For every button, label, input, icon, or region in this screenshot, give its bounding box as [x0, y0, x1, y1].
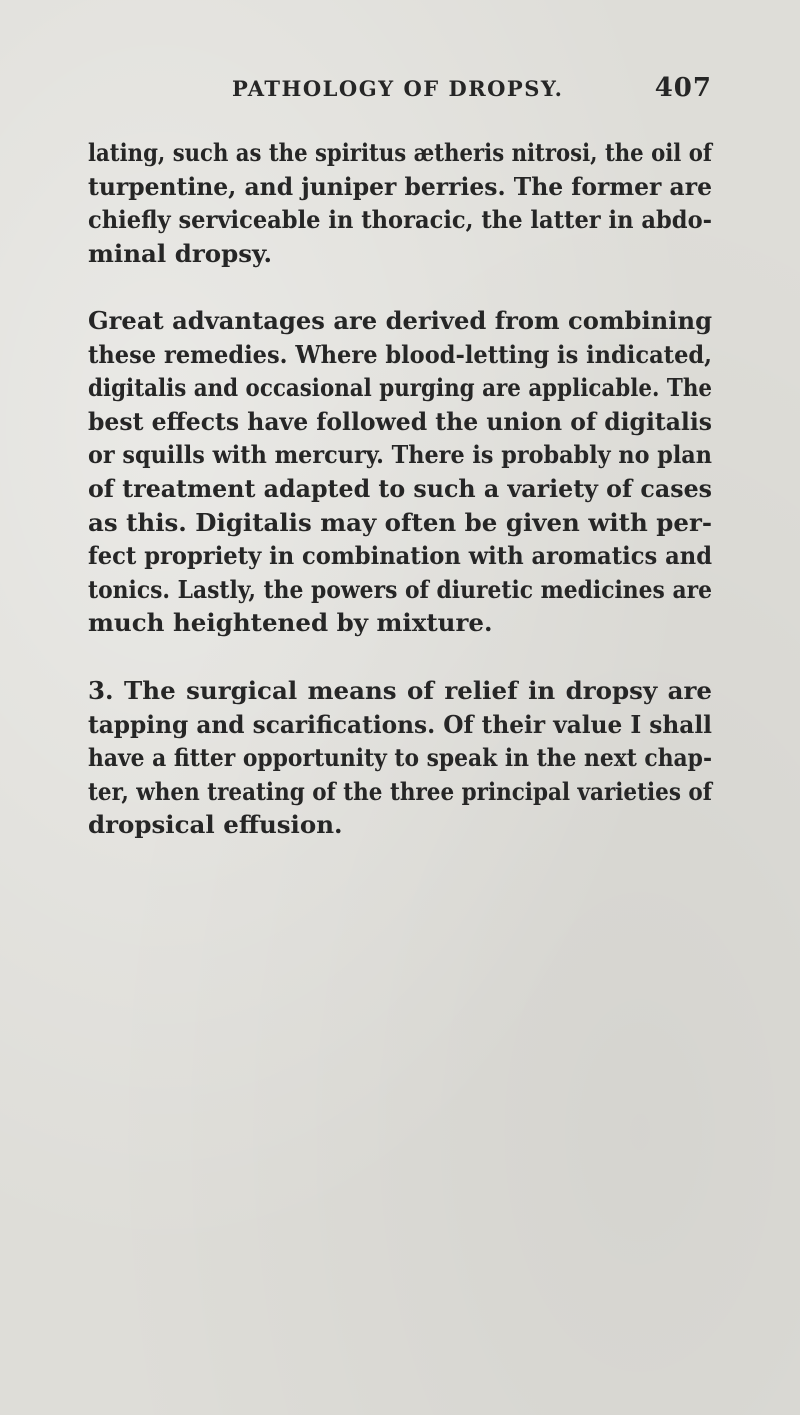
- text-line: digitalis and occasional purging are applicable. The: [88, 373, 712, 403]
- text-line: as this. Digitalis may often be given with per-: [88, 507, 712, 537]
- paragraph-2: [88, 304, 712, 640]
- text-line: much heightened by mixture.: [88, 608, 493, 638]
- text-line: these remedies. Where blood-letting is indicated,: [88, 339, 712, 369]
- running-title: PATHOLOGY OF DROPSY.: [232, 76, 564, 101]
- text-line: of treatment adapted to such a variety of cases: [88, 473, 712, 503]
- text-line: turpentine, and juniper berries. The former are: [88, 171, 712, 201]
- text-line: minal dropsy.: [88, 238, 273, 268]
- paragraph-1: [88, 136, 712, 270]
- page-number: 407: [654, 73, 712, 103]
- text-line: best effects have followed the union of digitalis: [88, 406, 712, 436]
- text-line: Great advantages are derived from combining: [88, 306, 712, 335]
- text-line: or squills with mercury. There is probably no plan: [88, 440, 712, 470]
- text-line: have a fitter opportunity to speak in the next chap-: [88, 743, 712, 773]
- text-line: fect propriety in combination with aromatics and: [88, 541, 712, 571]
- text-line: lating, such as the spiritus ætheris nitrosi, the oil of: [88, 138, 712, 167]
- page-header: [232, 73, 712, 116]
- text-line: tonics. Lastly, the powers of diuretic medicines are: [88, 574, 712, 604]
- text-line: chiefly serviceable in thoracic, the latter in abdo-: [88, 205, 712, 235]
- text-line: dropsical effusion.: [88, 810, 343, 840]
- text-line: 3. The surgical means of relief in dropsy are: [88, 676, 712, 705]
- paragraph-3: [88, 674, 712, 842]
- text-line: ter, when treating of the three principal varieties of: [88, 776, 712, 806]
- text-line: tapping and scarifications. Of their value I shall: [88, 709, 712, 739]
